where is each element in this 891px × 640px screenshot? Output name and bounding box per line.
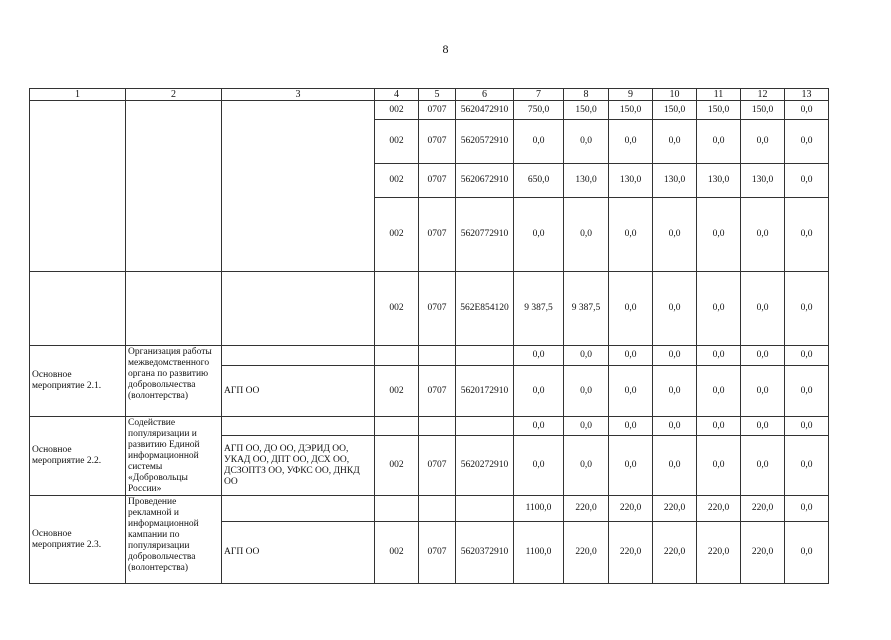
- table-cell: 0,0: [653, 366, 697, 417]
- empty-cell: [222, 346, 375, 366]
- executor-cell: АГП ОО: [222, 366, 375, 417]
- column-header: 5: [419, 89, 456, 101]
- table-cell: 0,0: [514, 346, 564, 366]
- table-cell: 130,0: [609, 164, 653, 198]
- table-cell: 5620672910: [456, 164, 514, 198]
- table-cell: 5620172910: [456, 366, 514, 417]
- page-number: 8: [442, 42, 449, 56]
- table-cell: 0,0: [609, 120, 653, 164]
- table-cell: 0,0: [564, 346, 609, 366]
- table-cell: 150,0: [609, 101, 653, 120]
- table-cell: 002: [375, 366, 419, 417]
- measure-label: Основное мероприятие 2.2.: [30, 417, 126, 496]
- table-cell: 0707: [419, 198, 456, 272]
- table-cell: 0707: [419, 101, 456, 120]
- measure-total-row: [30, 346, 829, 366]
- table-cell: 0,0: [653, 417, 697, 436]
- table-cell: 562E854120: [456, 272, 514, 346]
- table-cell: 0,0: [697, 120, 741, 164]
- table-cell: 0,0: [785, 101, 829, 120]
- table-row: [30, 272, 829, 346]
- table-cell: 220,0: [564, 522, 609, 584]
- table-cell: 0707: [419, 272, 456, 346]
- empty-cell: [222, 417, 375, 436]
- table-cell: 0707: [419, 366, 456, 417]
- table-cell: 150,0: [741, 101, 785, 120]
- table-cell: 5620772910: [456, 198, 514, 272]
- table-cell: 130,0: [564, 164, 609, 198]
- measure-name: Организация работы межведомственного органа по развитию добровольчества (волонтерства): [126, 346, 222, 417]
- table-cell: 0,0: [609, 198, 653, 272]
- table-cell: 0,0: [514, 198, 564, 272]
- table-cell: 0,0: [514, 120, 564, 164]
- table-cell: 750,0: [514, 101, 564, 120]
- table-cell: 002: [375, 164, 419, 198]
- column-header: 11: [697, 89, 741, 101]
- empty-cell: [126, 101, 222, 272]
- table-cell: 002: [375, 436, 419, 496]
- measure-total-row: [30, 496, 829, 522]
- table-cell: 0,0: [697, 198, 741, 272]
- table-cell: 220,0: [697, 496, 741, 522]
- table-cell: 0,0: [741, 120, 785, 164]
- table-cell: 0,0: [564, 417, 609, 436]
- table-cell: 0,0: [514, 436, 564, 496]
- table-cell: 150,0: [697, 101, 741, 120]
- table-cell: 0,0: [653, 120, 697, 164]
- empty-cell: [126, 272, 222, 346]
- measure-name: Содействие популяризации и развитию Единой информационной системы «Добровольцы России»: [126, 417, 222, 496]
- table-cell: 130,0: [653, 164, 697, 198]
- column-header: 4: [375, 89, 419, 101]
- table-cell: 0,0: [741, 198, 785, 272]
- empty-cell: [375, 417, 419, 436]
- table-cell: 0,0: [741, 417, 785, 436]
- table-cell: 0,0: [514, 417, 564, 436]
- empty-cell: [456, 346, 514, 366]
- table-cell: 0,0: [564, 366, 609, 417]
- table-cell: 0707: [419, 120, 456, 164]
- column-header: 12: [741, 89, 785, 101]
- table-cell: 130,0: [697, 164, 741, 198]
- empty-cell: [222, 272, 375, 346]
- empty-cell: [419, 346, 456, 366]
- measure-name: Проведение рекламной и информационной кампании по популяризации добровольчества (волонтерства): [126, 496, 222, 584]
- table-cell: 0,0: [653, 346, 697, 366]
- empty-cell: [375, 496, 419, 522]
- table-cell: 0707: [419, 164, 456, 198]
- table-cell: 0,0: [609, 366, 653, 417]
- empty-cell: [456, 496, 514, 522]
- column-header: 2: [126, 89, 222, 101]
- empty-cell: [222, 496, 375, 522]
- column-header: 9: [609, 89, 653, 101]
- table-row: [30, 101, 829, 120]
- measure-label: Основное мероприятие 2.1.: [30, 346, 126, 417]
- table-cell: 0,0: [785, 346, 829, 366]
- table-cell: 0,0: [564, 198, 609, 272]
- table-cell: 1100,0: [514, 522, 564, 584]
- table-cell: 220,0: [741, 496, 785, 522]
- empty-cell: [30, 101, 126, 272]
- table-cell: 5620372910: [456, 522, 514, 584]
- table-cell: 0,0: [785, 417, 829, 436]
- table-cell: 0707: [419, 436, 456, 496]
- table-cell: 0,0: [785, 120, 829, 164]
- table-cell: 002: [375, 198, 419, 272]
- column-header: 7: [514, 89, 564, 101]
- table-cell: 0,0: [697, 346, 741, 366]
- empty-cell: [222, 101, 375, 272]
- empty-cell: [456, 417, 514, 436]
- empty-cell: [30, 272, 126, 346]
- table-cell: 220,0: [697, 522, 741, 584]
- table-cell: 150,0: [653, 101, 697, 120]
- column-header: 13: [785, 89, 829, 101]
- empty-cell: [375, 346, 419, 366]
- table-cell: 0,0: [609, 417, 653, 436]
- table-cell: 0,0: [785, 164, 829, 198]
- table-cell: 0,0: [741, 346, 785, 366]
- measure-label: Основное мероприятие 2.3.: [30, 496, 126, 584]
- table-cell: 0,0: [653, 198, 697, 272]
- table-cell: 0,0: [697, 272, 741, 346]
- table-cell: 0,0: [785, 272, 829, 346]
- table-cell: 0,0: [785, 198, 829, 272]
- column-header: 1: [30, 89, 126, 101]
- table-cell: 0,0: [609, 346, 653, 366]
- table-cell: 0,0: [697, 436, 741, 496]
- table-cell: 0,0: [564, 436, 609, 496]
- measure-total-row: [30, 417, 829, 436]
- table-cell: 220,0: [609, 522, 653, 584]
- table-cell: 220,0: [653, 496, 697, 522]
- table-cell: 0,0: [785, 366, 829, 417]
- column-header: 3: [222, 89, 375, 101]
- budget-table: [29, 88, 829, 584]
- table-cell: 0,0: [785, 522, 829, 584]
- header-row: [30, 89, 829, 101]
- table-cell: 002: [375, 272, 419, 346]
- table-cell: 650,0: [514, 164, 564, 198]
- table-cell: 5620472910: [456, 101, 514, 120]
- table-cell: 220,0: [609, 496, 653, 522]
- table-cell: 0,0: [741, 366, 785, 417]
- empty-cell: [419, 417, 456, 436]
- table-cell: 5620272910: [456, 436, 514, 496]
- table-cell: 002: [375, 101, 419, 120]
- table-cell: 0,0: [697, 366, 741, 417]
- table-cell: 5620572910: [456, 120, 514, 164]
- table-cell: 0,0: [741, 436, 785, 496]
- column-header: 10: [653, 89, 697, 101]
- executor-cell: АГП ОО: [222, 522, 375, 584]
- table-cell: 0,0: [741, 272, 785, 346]
- table-cell: 220,0: [741, 522, 785, 584]
- table-cell: 0707: [419, 522, 456, 584]
- table-cell: 150,0: [564, 101, 609, 120]
- table-cell: 9 387,5: [514, 272, 564, 346]
- column-header: 6: [456, 89, 514, 101]
- table-cell: 1100,0: [514, 496, 564, 522]
- table-cell: 0,0: [653, 436, 697, 496]
- table-cell: 220,0: [653, 522, 697, 584]
- table-cell: 0,0: [609, 272, 653, 346]
- executor-cell: АГП ОО, ДО ОО, ДЭРИД ОО, УКАД ОО, ДПТ ОО, ДСХ ОО, ДСЗОПТЗ ОО, УФКС ОО, ДНКД ОО: [222, 436, 375, 496]
- empty-cell: [419, 496, 456, 522]
- table-cell: 0,0: [785, 436, 829, 496]
- table-cell: 130,0: [741, 164, 785, 198]
- table-cell: 0,0: [564, 120, 609, 164]
- table-cell: 0,0: [697, 417, 741, 436]
- table-cell: 0,0: [514, 366, 564, 417]
- table-cell: 0,0: [785, 496, 829, 522]
- table-cell: 002: [375, 522, 419, 584]
- column-header: 8: [564, 89, 609, 101]
- table-cell: 9 387,5: [564, 272, 609, 346]
- table-cell: 220,0: [564, 496, 609, 522]
- table-cell: 0,0: [653, 272, 697, 346]
- table-cell: 0,0: [609, 436, 653, 496]
- table-cell: 002: [375, 120, 419, 164]
